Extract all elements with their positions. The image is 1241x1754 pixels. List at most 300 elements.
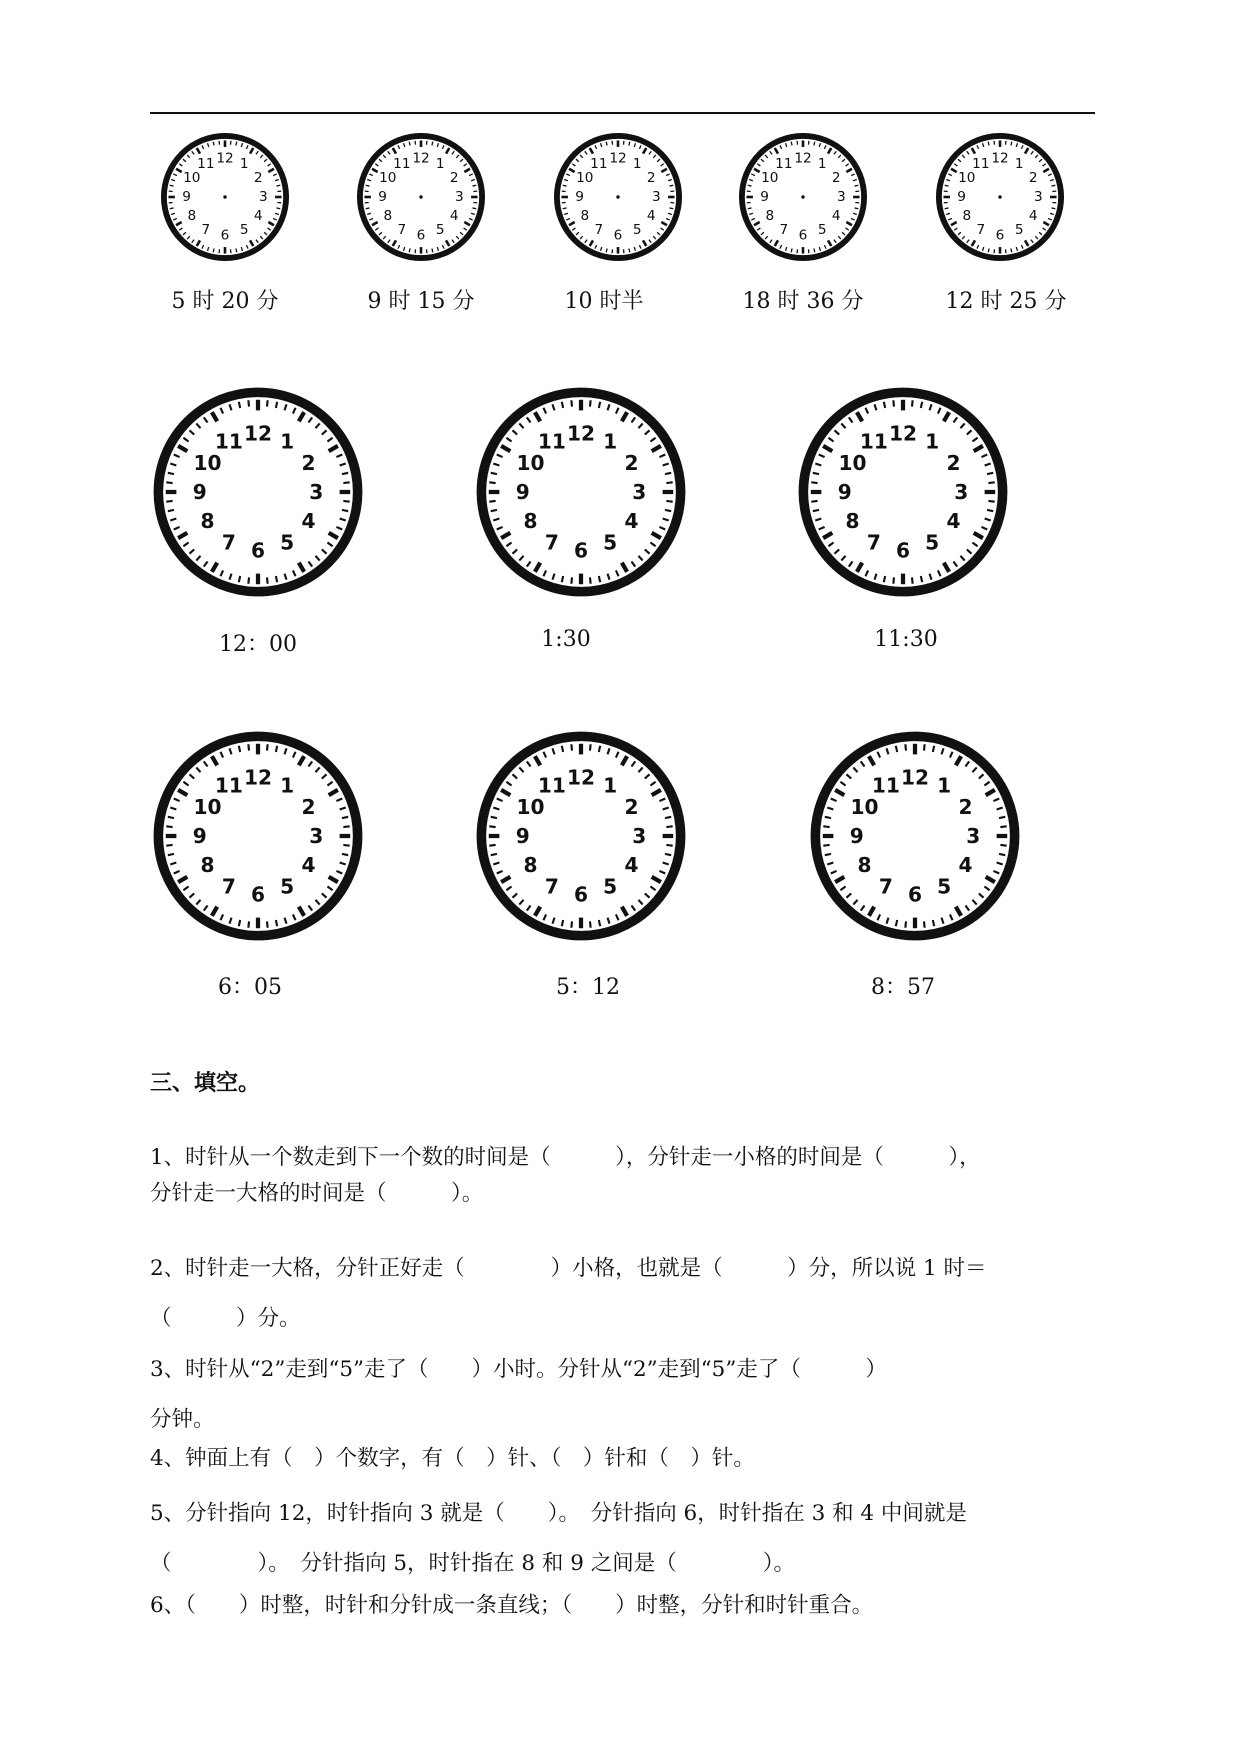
minute-tick: [945, 185, 949, 186]
clock-numeral: 12: [216, 150, 234, 167]
minute-tick: [813, 473, 819, 474]
clock-numeral: 8: [580, 208, 590, 225]
clock-numeral: 7: [594, 222, 604, 239]
minute-tick: [814, 142, 815, 146]
minute-tick: [409, 248, 410, 252]
minute-tick: [343, 482, 349, 483]
clock-numeral: 4: [831, 208, 841, 225]
clock-numeral: 4: [624, 509, 639, 534]
minute-tick: [366, 208, 370, 209]
minute-tick: [896, 920, 897, 926]
minute-tick: [748, 185, 752, 186]
minute-tick: [239, 402, 240, 408]
minute-tick: [236, 248, 237, 252]
clock-numeral: 11: [393, 155, 411, 172]
minute-tick: [170, 208, 174, 209]
minute-tick: [905, 744, 906, 750]
clock-numeral: 3: [837, 189, 846, 205]
clock-numeral: 4: [253, 208, 263, 225]
minute-tick: [166, 501, 172, 502]
minute-tick: [606, 248, 607, 252]
question-3: [150, 1345, 1100, 1445]
minute-tick: [854, 185, 858, 186]
minute-tick: [432, 248, 433, 252]
minute-tick: [267, 744, 268, 750]
minute-tick: [491, 510, 497, 511]
clock-numeral: 12: [609, 150, 627, 167]
clock-numeral: 11: [871, 773, 900, 798]
minute-tick: [489, 482, 495, 483]
clock-numeral: 7: [221, 530, 236, 555]
clock-numeral: 3: [309, 480, 324, 504]
clock-numeral: 1: [603, 773, 618, 798]
clock-numeral: 12: [888, 421, 918, 446]
clock-caption: 18 时 36 分: [742, 289, 864, 314]
clock-caption: 10 时半: [564, 289, 644, 314]
clock-numeral: 1: [435, 155, 445, 172]
minute-tick: [432, 142, 433, 146]
question-line: 4、钟面上有（ ）个数字，有（ ）针、（ ）针和（ ）针。: [150, 1446, 755, 1471]
minute-tick: [933, 746, 934, 752]
minute-tick: [276, 576, 277, 582]
minute-tick: [669, 208, 673, 209]
minute-tick: [590, 921, 591, 927]
minute-tick: [999, 854, 1005, 855]
clock-numeral: 1: [1014, 155, 1024, 172]
clock-caption: 5 时 20 分: [171, 289, 279, 314]
question-line: （ ）分。: [150, 1306, 301, 1331]
clock-numeral: 4: [624, 853, 639, 878]
minute-tick: [562, 746, 563, 752]
minute-tick: [884, 402, 885, 408]
minute-tick: [811, 501, 817, 502]
minute-tick: [166, 826, 172, 827]
clock-numeral: 6: [220, 227, 230, 244]
clock-numeral: 5: [632, 222, 642, 239]
clock-numeral: 6: [416, 227, 426, 244]
clock-numeral: 2: [646, 169, 656, 186]
minute-tick: [590, 744, 591, 750]
clock-small: [160, 132, 290, 262]
question-4: [150, 1441, 1100, 1477]
clock-numeral: 9: [849, 824, 864, 848]
clock-numeral: 3: [632, 480, 647, 504]
minute-tick: [489, 826, 495, 827]
minute-tick: [629, 248, 630, 252]
clock-numeral: 2: [449, 169, 459, 186]
minute-tick: [1011, 142, 1012, 146]
minute-tick: [893, 400, 894, 406]
minute-tick: [491, 473, 497, 474]
minute-tick: [213, 142, 214, 146]
clock-numeral: 9: [515, 824, 530, 848]
clock-numeral: 3: [259, 189, 268, 205]
clock-numeral: 10: [576, 169, 594, 186]
clock-large: [809, 730, 1021, 942]
minute-tick: [666, 501, 672, 502]
minute-tick: [590, 400, 591, 406]
minute-tick: [342, 510, 348, 511]
minute-tick: [813, 510, 819, 511]
center-dot: [801, 195, 804, 198]
clock-numeral: 5: [435, 222, 445, 239]
clock-numeral: 2: [624, 450, 639, 475]
question-line: （ ）。 分针指向 5，时针指在 8 和 9 之间是（ ）。: [150, 1551, 795, 1576]
clock-numeral: 1: [632, 155, 642, 172]
minute-tick: [987, 510, 993, 511]
clock-numeral: 10: [838, 450, 867, 475]
clock-numeral: 2: [301, 794, 316, 819]
minute-tick: [999, 817, 1005, 818]
clock-numeral: 7: [544, 874, 559, 899]
minute-tick: [811, 482, 817, 483]
clock-numeral: 4: [946, 509, 961, 534]
clock-face: [809, 730, 1021, 942]
clock-numeral: 9: [378, 189, 387, 205]
clock-small: [553, 132, 683, 262]
clock-numeral: 12: [243, 765, 273, 790]
minute-tick: [921, 402, 922, 408]
clock-numeral: 3: [954, 480, 969, 504]
minute-tick: [599, 402, 600, 408]
minute-tick: [489, 501, 495, 502]
clock-numeral: 6: [573, 882, 589, 907]
clock-large: [797, 386, 1009, 598]
clock-caption: 1:30: [541, 627, 591, 652]
question-line: 分针走一大格的时间是（ ）。: [150, 1181, 484, 1206]
question-line: 2、时针走一大格，分针正好走（ ）小格，也就是（ ）分，所以说 1 时＝: [150, 1256, 987, 1281]
minute-tick: [276, 402, 277, 408]
clock-numeral: 1: [280, 429, 295, 454]
minute-tick: [665, 510, 671, 511]
minute-tick: [825, 854, 831, 855]
clock-numeral: 11: [972, 155, 990, 172]
clock-numeral: 9: [957, 189, 966, 205]
minute-tick: [343, 845, 349, 846]
top-rule: [150, 112, 1095, 114]
clock-face: [152, 730, 364, 942]
minute-tick: [491, 854, 497, 855]
minute-tick: [606, 142, 607, 146]
center-dot: [223, 195, 226, 198]
minute-tick: [267, 577, 268, 583]
minute-tick: [884, 576, 885, 582]
clock-numeral: 6: [995, 227, 1005, 244]
clock-numeral: 1: [817, 155, 827, 172]
clock-small: [356, 132, 486, 262]
minute-tick: [571, 400, 572, 406]
clock-numeral: 12: [900, 765, 930, 790]
minute-tick: [248, 577, 249, 583]
clock-face: [475, 386, 687, 598]
clock-numeral: 2: [1028, 169, 1038, 186]
minute-tick: [248, 921, 249, 927]
minute-tick: [896, 746, 897, 752]
clock-numeral: 11: [590, 155, 608, 172]
clock-numeral: 7: [976, 222, 986, 239]
clock-numeral: 7: [779, 222, 789, 239]
clock-numeral: 12: [412, 150, 430, 167]
question-line: 分钟。: [150, 1407, 215, 1432]
clock-numeral: 10: [183, 169, 201, 186]
minute-tick: [599, 746, 600, 752]
minute-tick: [665, 854, 671, 855]
minute-tick: [921, 576, 922, 582]
clock-numeral: 4: [449, 208, 459, 225]
clock-numeral: 1: [239, 155, 249, 172]
clock-numeral: 1: [937, 773, 952, 798]
minute-tick: [945, 208, 949, 209]
clock-numeral: 8: [765, 208, 775, 225]
minute-tick: [912, 577, 913, 583]
minute-tick: [1000, 845, 1006, 846]
center-dot: [616, 195, 619, 198]
minute-tick: [168, 854, 174, 855]
clock-numeral: 6: [250, 538, 266, 563]
clock-large: [475, 730, 687, 942]
clock-numeral: 9: [192, 480, 207, 504]
minute-tick: [489, 845, 495, 846]
clock-numeral: 6: [250, 882, 266, 907]
clock-numeral: 12: [243, 421, 273, 446]
minute-tick: [988, 248, 989, 252]
minute-tick: [248, 744, 249, 750]
clock-numeral: 8: [845, 509, 860, 534]
clock-numeral: 8: [523, 853, 538, 878]
clock-caption: 11:30: [874, 627, 938, 652]
clock-numeral: 12: [566, 765, 596, 790]
minute-tick: [276, 185, 280, 186]
clock-numeral: 5: [937, 874, 952, 899]
clock-large: [475, 386, 687, 598]
minute-tick: [854, 208, 858, 209]
minute-tick: [168, 510, 174, 511]
minute-tick: [571, 744, 572, 750]
clock-small: [935, 132, 1065, 262]
clock-numeral: 12: [991, 150, 1009, 167]
minute-tick: [1051, 185, 1055, 186]
clock-numeral: 11: [775, 155, 793, 172]
clock-numeral: 10: [958, 169, 976, 186]
clock-numeral: 3: [966, 824, 981, 848]
clock-numeral: 8: [523, 509, 538, 534]
minute-tick: [1000, 826, 1006, 827]
clock-numeral: 5: [817, 222, 827, 239]
clock-numeral: 3: [632, 824, 647, 848]
minute-tick: [987, 473, 993, 474]
clock-numeral: 5: [603, 530, 618, 555]
clock-numeral: 4: [646, 208, 656, 225]
clock-numeral: 1: [280, 773, 295, 798]
minute-tick: [276, 920, 277, 926]
minute-tick: [988, 501, 994, 502]
minute-tick: [168, 817, 174, 818]
clock-numeral: 8: [857, 853, 872, 878]
minute-tick: [666, 845, 672, 846]
question-2: [150, 1244, 1100, 1344]
clock-numeral: 10: [193, 794, 222, 819]
minute-tick: [924, 921, 925, 927]
clock-numeral: 9: [182, 189, 191, 205]
clock-caption: 12 时 25 分: [945, 289, 1067, 314]
minute-tick: [988, 482, 994, 483]
minute-tick: [629, 142, 630, 146]
minute-tick: [342, 854, 348, 855]
minute-tick: [924, 744, 925, 750]
clock-caption: 5：12: [556, 975, 620, 1000]
clock-numeral: 3: [455, 189, 464, 205]
clock-numeral: 10: [850, 794, 879, 819]
minute-tick: [213, 248, 214, 252]
section-heading: 三、填空。: [150, 1070, 261, 1096]
minute-tick: [472, 185, 476, 186]
minute-tick: [912, 400, 913, 406]
minute-tick: [933, 920, 934, 926]
clock-numeral: 1: [603, 429, 618, 454]
minute-tick: [1011, 248, 1012, 252]
minute-tick: [562, 402, 563, 408]
clock-numeral: 2: [624, 794, 639, 819]
minute-tick: [170, 185, 174, 186]
clock-numeral: 9: [760, 189, 769, 205]
clock-numeral: 10: [193, 450, 222, 475]
clock-numeral: 4: [301, 509, 316, 534]
clock-numeral: 11: [537, 429, 566, 454]
clock-small: [738, 132, 868, 262]
clock-face: [553, 132, 683, 262]
minute-tick: [563, 185, 567, 186]
clock-numeral: 10: [379, 169, 397, 186]
minute-tick: [267, 400, 268, 406]
minute-tick: [239, 920, 240, 926]
center-dot: [419, 195, 422, 198]
minute-tick: [823, 826, 829, 827]
clock-numeral: 9: [837, 480, 852, 504]
clock-numeral: 6: [573, 538, 589, 563]
clock-face: [935, 132, 1065, 262]
clock-numeral: 11: [537, 773, 566, 798]
clock-numeral: 11: [197, 155, 215, 172]
clock-numeral: 8: [200, 853, 215, 878]
minute-tick: [343, 826, 349, 827]
clock-numeral: 2: [958, 794, 973, 819]
question-1: [150, 1140, 1100, 1212]
minute-tick: [562, 576, 563, 582]
clock-numeral: 7: [878, 874, 893, 899]
clock-numeral: 10: [516, 794, 545, 819]
clock-numeral: 8: [383, 208, 393, 225]
clock-numeral: 6: [798, 227, 808, 244]
minute-tick: [665, 817, 671, 818]
clock-numeral: 3: [1034, 189, 1043, 205]
clock-numeral: 5: [239, 222, 249, 239]
clock-caption: 8：57: [871, 975, 935, 1000]
clock-numeral: 7: [397, 222, 407, 239]
clock-numeral: 4: [1028, 208, 1038, 225]
clock-numeral: 2: [253, 169, 263, 186]
clock-numeral: 5: [1014, 222, 1024, 239]
minute-tick: [276, 746, 277, 752]
minute-tick: [666, 826, 672, 827]
clock-numeral: 5: [925, 530, 940, 555]
clock-large: [152, 386, 364, 598]
question-6: [150, 1588, 1100, 1624]
clock-numeral: 7: [221, 874, 236, 899]
clock-numeral: 11: [859, 429, 888, 454]
minute-tick: [248, 400, 249, 406]
clock-face: [152, 386, 364, 598]
minute-tick: [893, 577, 894, 583]
minute-tick: [814, 248, 815, 252]
clock-numeral: 2: [301, 450, 316, 475]
clock-numeral: 8: [962, 208, 972, 225]
clock-numeral: 12: [566, 421, 596, 446]
clock-numeral: 7: [544, 530, 559, 555]
minute-tick: [168, 473, 174, 474]
clock-face: [160, 132, 290, 262]
clock-face: [475, 730, 687, 942]
clock-numeral: 5: [603, 874, 618, 899]
minute-tick: [666, 482, 672, 483]
minute-tick: [239, 576, 240, 582]
clock-numeral: 11: [214, 429, 243, 454]
clock-numeral: 12: [794, 150, 812, 167]
clock-numeral: 9: [192, 824, 207, 848]
clock-numeral: 5: [280, 874, 295, 899]
minute-tick: [988, 142, 989, 146]
question-line: 1、时针从一个数走到下一个数的时间是（ ），分针走一小格的时间是（ ），: [150, 1145, 981, 1170]
minute-tick: [562, 920, 563, 926]
clock-numeral: 10: [516, 450, 545, 475]
minute-tick: [166, 845, 172, 846]
minute-tick: [166, 482, 172, 483]
question-line: 6、（ ）时整，时针和分针成一条直线；（ ）时整，分针和时针重合。: [150, 1593, 874, 1618]
minute-tick: [343, 501, 349, 502]
clock-numeral: 5: [280, 530, 295, 555]
clock-numeral: 8: [200, 509, 215, 534]
minute-tick: [472, 208, 476, 209]
clock-numeral: 7: [866, 530, 881, 555]
question-line: 3、时针从“2”走到“5”走了（ ）小时。分针从“2”走到“5”走了（ ）: [150, 1357, 887, 1382]
clock-numeral: 8: [187, 208, 197, 225]
clock-caption: 9 时 15 分: [367, 289, 475, 314]
clock-face: [797, 386, 1009, 598]
minute-tick: [825, 817, 831, 818]
minute-tick: [236, 142, 237, 146]
clock-numeral: 3: [309, 824, 324, 848]
minute-tick: [1051, 208, 1055, 209]
minute-tick: [366, 185, 370, 186]
clock-numeral: 3: [652, 189, 661, 205]
clock-numeral: 6: [907, 882, 923, 907]
minute-tick: [599, 920, 600, 926]
minute-tick: [563, 208, 567, 209]
minute-tick: [665, 473, 671, 474]
question-line: 5、分针指向 12，时针指向 3 就是（ ）。 分针指向 6，时针指在 3 和 4 中间就是: [150, 1501, 967, 1526]
minute-tick: [342, 817, 348, 818]
question-5: [150, 1489, 1100, 1589]
minute-tick: [599, 576, 600, 582]
clock-numeral: 1: [925, 429, 940, 454]
minute-tick: [409, 142, 410, 146]
center-dot: [998, 195, 1001, 198]
minute-tick: [905, 921, 906, 927]
clock-numeral: 2: [831, 169, 841, 186]
clock-numeral: 10: [761, 169, 779, 186]
minute-tick: [342, 473, 348, 474]
minute-tick: [590, 577, 591, 583]
minute-tick: [571, 921, 572, 927]
